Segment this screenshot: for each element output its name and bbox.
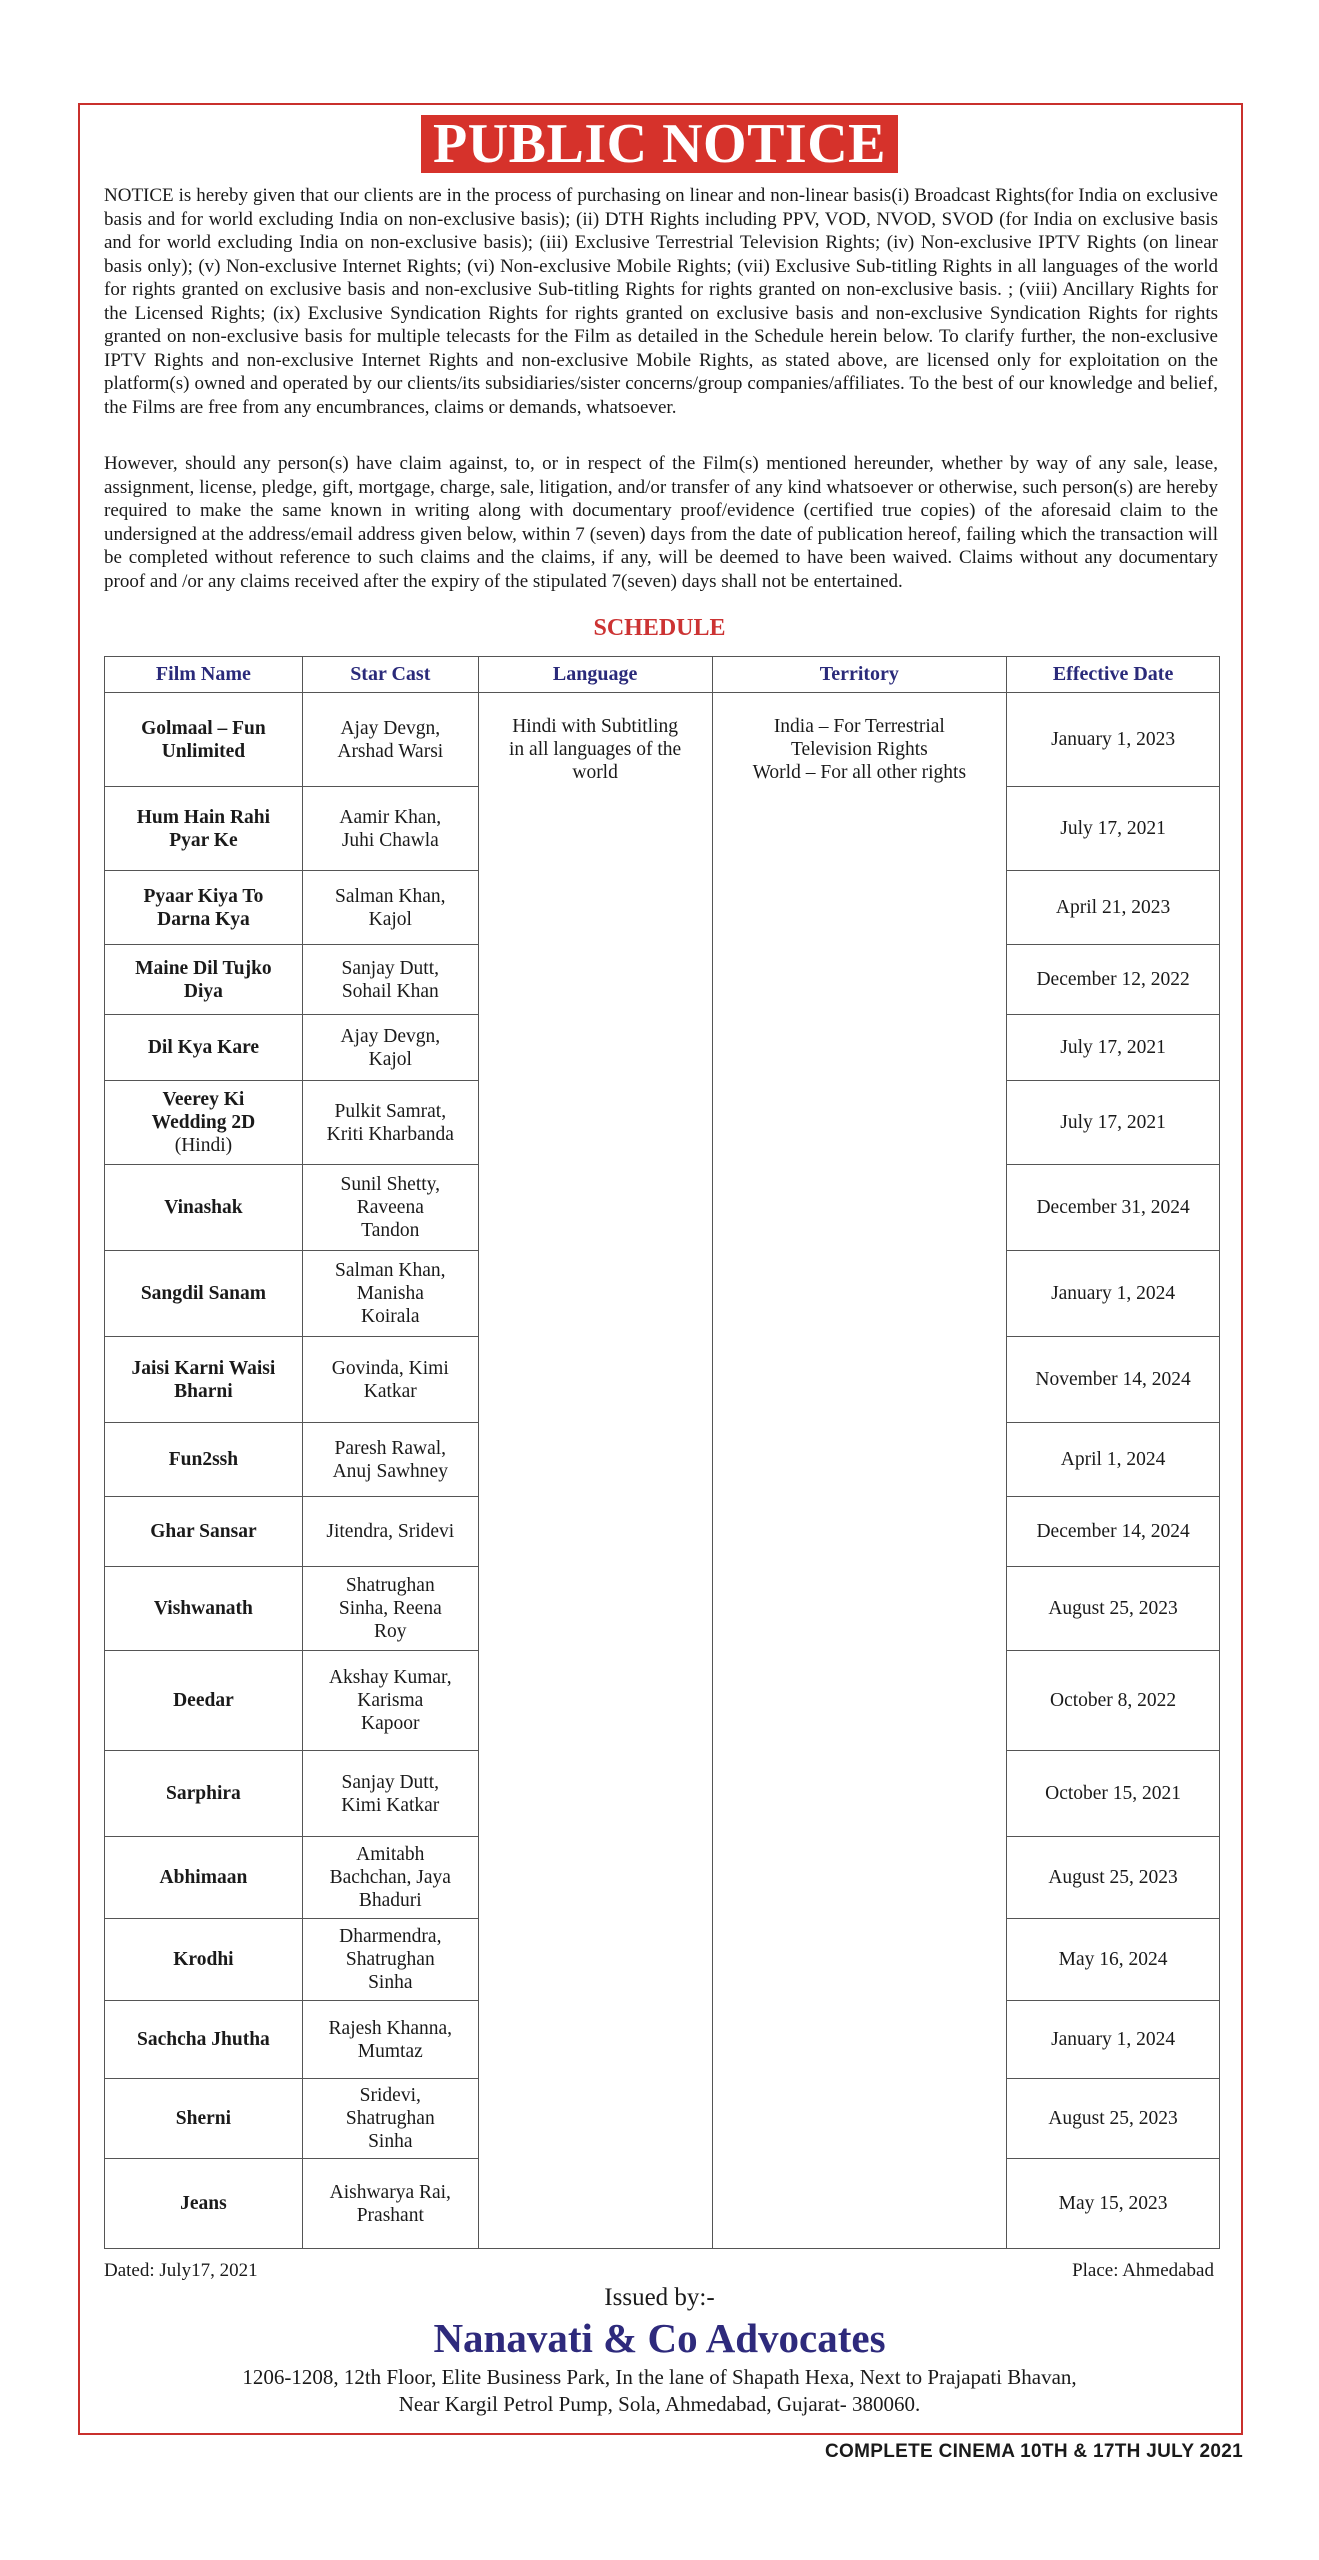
- film-name-line: Bharni: [174, 1380, 233, 1402]
- star-cast-line: Roy: [374, 1621, 407, 1642]
- star-cast-line: Kimi Katkar: [341, 1794, 440, 1816]
- star-cast-line: Rajesh Khanna,: [328, 2017, 453, 2039]
- star-cast-line: Sinha: [368, 1972, 413, 1993]
- star-cast-line: Jitendra, Sridevi: [326, 1521, 455, 1542]
- star-cast-line: Shatrughan: [345, 1575, 435, 1596]
- star-cast-cell: [302, 693, 478, 787]
- star-cast-line: Mumtaz: [357, 2040, 423, 2062]
- star-cast-line: Sohail Khan: [341, 980, 439, 1002]
- dated-text: Dated: July17, 2021: [104, 2260, 258, 2281]
- language-line: world: [572, 762, 618, 783]
- film-name-line: Jeans: [180, 2193, 227, 2214]
- film-name-line: Abhimaan: [159, 1867, 248, 1888]
- film-name-line: Pyar Ke: [169, 829, 238, 851]
- star-cast-line: Sinha, Reena: [338, 1598, 442, 1619]
- film-name-cell: [105, 1165, 303, 1251]
- star-cast-line: Sridevi,: [359, 2085, 421, 2106]
- star-cast-line: Kajol: [368, 908, 412, 930]
- effective-date-cell: October 15, 2021: [1007, 1751, 1220, 1837]
- film-name-cell: [105, 787, 303, 871]
- effective-date-cell: May 15, 2023: [1007, 2159, 1220, 2249]
- star-cast-cell: [302, 1015, 478, 1081]
- film-name-line: Deedar: [173, 1690, 234, 1711]
- star-cast-line: Kapoor: [361, 1713, 420, 1734]
- film-name-cell: [105, 1567, 303, 1651]
- star-cast-cell: [302, 2159, 478, 2249]
- film-name-line: Dil Kya Kare: [147, 1037, 260, 1058]
- territory-line: Television Rights: [790, 739, 928, 760]
- territory-line: World – For all other rights: [752, 762, 967, 783]
- effective-date-cell: January 1, 2024: [1007, 2001, 1220, 2079]
- film-name-line: Jaisi Karni Waisi: [131, 1357, 276, 1379]
- territory-line: India – For Terrestrial: [773, 716, 945, 737]
- star-cast-line: Shatrughan: [345, 2108, 435, 2129]
- table-row: [105, 693, 1220, 787]
- language-line: Hindi with Subtitling: [512, 716, 678, 737]
- place-text: Place: Ahmedabad: [1072, 2260, 1214, 2281]
- star-cast-line: Shatrughan: [345, 1949, 435, 1970]
- effective-date-cell: December 12, 2022: [1007, 945, 1220, 1015]
- publication-credit: COMPLETE CINEMA 10TH & 17TH JULY 2021: [825, 2441, 1243, 2462]
- film-name-line: Unlimited: [161, 740, 246, 762]
- header-star-cast: Star Cast: [302, 657, 478, 693]
- language-cell: [478, 693, 712, 2249]
- effective-date-cell: November 14, 2024: [1007, 1337, 1220, 1423]
- film-name-cell: [105, 945, 303, 1015]
- film-name-cell: [105, 1837, 303, 1919]
- star-cast-line: Bhaduri: [358, 1890, 422, 1911]
- notice-paragraph-2: However, should any person(s) have claim against, to, or in respect of the Film(s) mentioned hereunder, whether by way of any sale, lease, assignment, license, pledge, gift, mortgage, charge, sale, litigation, and/or transfer of any kind whatsoever or otherwise, such person(s) are hereby required to make the same known in writing along with documentary proof/evidence (certified true copies) of the aforesaid claim to the undersigned at the address/email address given below, within 7 (seven) days from the date of publication hereof, failing which the transaction will be completed without reference to such claims and the claims, if any, will be deemed to have been waived. Claims without any documentary proof and /or any claims received after the expiry of the stipulated 7(seven) days shall not be entertained.: [104, 453, 1218, 592]
- star-cast-cell: [302, 2001, 478, 2079]
- star-cast-line: Sunil Shetty,: [340, 1174, 441, 1195]
- star-cast-line: Aamir Khan,: [339, 806, 442, 828]
- film-name-cell: [105, 1651, 303, 1751]
- film-name-line: Vinashak: [164, 1197, 243, 1218]
- header-territory: Territory: [712, 657, 1007, 693]
- address-line-2: Near Kargil Petrol Pump, Sola, Ahmedabad, Gujarat- 380060.: [398, 2392, 921, 2416]
- film-name-line: Fun2ssh: [168, 1449, 239, 1470]
- star-cast-line: Katkar: [363, 1380, 417, 1402]
- star-cast-line: Arshad Warsi: [337, 740, 444, 762]
- notice-title: PUBLIC NOTICE: [421, 115, 898, 173]
- effective-date-cell: July 17, 2021: [1007, 1081, 1220, 1165]
- star-cast-cell: [302, 945, 478, 1015]
- star-cast-line: Ajay Devgn,: [340, 717, 441, 739]
- language-line: in all languages of the: [509, 739, 682, 760]
- table-header-row: [105, 657, 1220, 693]
- effective-date-cell: January 1, 2023: [1007, 693, 1220, 787]
- film-name-cell: [105, 1919, 303, 2001]
- film-name-cell: [105, 2079, 303, 2159]
- star-cast-line: Bachchan, Jaya: [329, 1867, 451, 1888]
- effective-date-cell: April 1, 2024: [1007, 1423, 1220, 1497]
- effective-date-cell: July 17, 2021: [1007, 1015, 1220, 1081]
- effective-date-cell: August 25, 2023: [1007, 1837, 1220, 1919]
- film-name-cell: [105, 1015, 303, 1081]
- star-cast-cell: [302, 1651, 478, 1751]
- star-cast-line: Amitabh: [356, 1844, 425, 1865]
- effective-date-cell: December 31, 2024: [1007, 1165, 1220, 1251]
- star-cast-line: Akshay Kumar,: [328, 1667, 452, 1688]
- film-name-cell: [105, 871, 303, 945]
- star-cast-line: Sinha: [368, 2131, 413, 2152]
- star-cast-cell: [302, 1337, 478, 1423]
- film-name-line: Diya: [183, 980, 223, 1002]
- schedule-table: [104, 656, 1220, 2249]
- star-cast-cell: [302, 1497, 478, 1567]
- film-name-cell: [105, 2159, 303, 2249]
- star-cast-cell: [302, 1251, 478, 1337]
- firm-name: Nanavati & Co Advocates: [433, 2315, 886, 2361]
- star-cast-line: Sanjay Dutt,: [341, 1771, 440, 1793]
- star-cast-cell: [302, 1567, 478, 1651]
- effective-date-cell: August 25, 2023: [1007, 2079, 1220, 2159]
- film-name-line: Darna Kya: [157, 908, 250, 930]
- star-cast-line: Raveena: [356, 1197, 424, 1218]
- film-name-line: Veerey Ki: [162, 1089, 245, 1110]
- star-cast-line: Koirala: [361, 1306, 420, 1327]
- star-cast-line: Kriti Kharbanda: [326, 1123, 454, 1145]
- star-cast-line: Sanjay Dutt,: [341, 957, 440, 979]
- film-name-cell: [105, 2001, 303, 2079]
- star-cast-line: Govinda, Kimi: [331, 1357, 449, 1379]
- film-name-cell: [105, 1251, 303, 1337]
- effective-date-cell: January 1, 2024: [1007, 1251, 1220, 1337]
- star-cast-cell: [302, 1081, 478, 1165]
- film-name-line: Sangdil Sanam: [140, 1283, 267, 1304]
- star-cast-line: Ajay Devgn,: [340, 1025, 441, 1047]
- table-body: [105, 693, 1220, 2249]
- schedule-heading: SCHEDULE: [593, 615, 726, 641]
- effective-date-cell: May 16, 2024: [1007, 1919, 1220, 2001]
- star-cast-line: Pulkit Samrat,: [334, 1100, 447, 1122]
- star-cast-cell: [302, 2079, 478, 2159]
- film-name-cell: [105, 1423, 303, 1497]
- effective-date-cell: April 21, 2023: [1007, 871, 1220, 945]
- effective-date-cell: December 14, 2024: [1007, 1497, 1220, 1567]
- film-name-cell: [105, 1497, 303, 1567]
- star-cast-line: Salman Khan,: [335, 1260, 446, 1281]
- star-cast-line: Anuj Sawhney: [332, 1460, 448, 1482]
- film-name-line: Krodhi: [173, 1949, 234, 1970]
- star-cast-cell: [302, 1919, 478, 2001]
- star-cast-line: Paresh Rawal,: [334, 1437, 447, 1459]
- firm-address: [0, 2364, 1319, 2418]
- territory-cell: [712, 693, 1007, 2249]
- film-name-line: Maine Dil Tujko: [135, 957, 272, 979]
- film-name-line: Sachcha Jhutha: [137, 2029, 270, 2050]
- issued-by-label: Issued by:-: [604, 2284, 715, 2311]
- effective-date-cell: October 8, 2022: [1007, 1651, 1220, 1751]
- star-cast-line: Karisma: [357, 1690, 424, 1711]
- film-name-cell: [105, 1337, 303, 1423]
- effective-date-cell: July 17, 2021: [1007, 787, 1220, 871]
- film-name-cell: [105, 1081, 303, 1165]
- star-cast-line: Dharmendra,: [339, 1926, 442, 1947]
- address-line-1: 1206-1208, 12th Floor, Elite Business Park, In the lane of Shapath Hexa, Next to Prajapati Bhavan,: [242, 2365, 1077, 2389]
- film-name-cell: [105, 1751, 303, 1837]
- star-cast-cell: [302, 1165, 478, 1251]
- star-cast-line: Aishwarya Rai,: [329, 2181, 451, 2203]
- film-name-line: Hum Hain Rahi: [136, 806, 271, 828]
- star-cast-cell: [302, 1423, 478, 1497]
- star-cast-line: Tandon: [361, 1220, 420, 1241]
- star-cast-cell: [302, 1837, 478, 1919]
- film-name-line: Sherni: [175, 2108, 232, 2129]
- star-cast-line: Juhi Chawla: [341, 829, 439, 851]
- film-note: (Hindi): [174, 1135, 233, 1156]
- film-name-line: Pyaar Kiya To: [143, 885, 264, 907]
- film-name-line: Sarphira: [166, 1783, 241, 1804]
- header-language: Language: [478, 657, 712, 693]
- effective-date-cell: August 25, 2023: [1007, 1567, 1220, 1651]
- star-cast-line: Prashant: [356, 2204, 424, 2226]
- film-name-line: Golmaal – Fun: [141, 717, 266, 739]
- film-name-line: Wedding 2D: [151, 1112, 256, 1133]
- star-cast-cell: [302, 787, 478, 871]
- header-film-name: Film Name: [105, 657, 303, 693]
- star-cast-line: Manisha: [356, 1283, 424, 1304]
- film-name-cell: [105, 693, 303, 787]
- film-name-line: Vishwanath: [153, 1598, 253, 1619]
- title-wrapper: [0, 115, 1319, 173]
- notice-paragraph-1: NOTICE is hereby given that our clients are in the process of purchasing on linear and non-linear basis(i) Broadcast Rights(for India on exclusive basis and for world excluding India on non-exclusive basis); (ii) DTH Rights including PPV, VOD, NVOD, SVOD (for India on exclusive basis and for world excluding India on non-exclusive basis); (iii) Exclusive Terrestrial Television Rights; (iv) Non-exclusive IPTV Rights (on linear basis only); (v) Non-exclusive Internet Rights; (vi) Non-exclusive Mobile Rights; (vii) Exclusive Sub-titling Rights in all languages of the world for rights granted on exclusive basis and non-exclusive Sub-titling Rights for rights granted on non-exclusive basis. ; (viii) Ancillary Rights for the Licensed Rights; (ix) Exclusive Syndication Rights for rights granted on exclusive basis and non-exclusive Syndication Rights for rights granted on non-exclusive basis for multiple telecasts for the Film as detailed in the Schedule herein below. To clarify further, the non-exclusive IPTV Rights and non-exclusive Internet Rights and non-exclusive Mobile Rights, as stated above, are licensed only for exploitation on the platform(s) owned and operated by our clients/its subsidiaries/sister concerns/group companies/affiliates. To the best of our knowledge and belief, the Films are free from any encumbrances, claims or demands, whatsoever.: [104, 185, 1218, 418]
- star-cast-cell: [302, 871, 478, 945]
- film-name-line: Ghar Sansar: [150, 1521, 257, 1542]
- star-cast-cell: [302, 1751, 478, 1837]
- star-cast-line: Kajol: [368, 1048, 412, 1070]
- header-effective-date: Effective Date: [1007, 657, 1220, 693]
- star-cast-line: Salman Khan,: [335, 885, 446, 907]
